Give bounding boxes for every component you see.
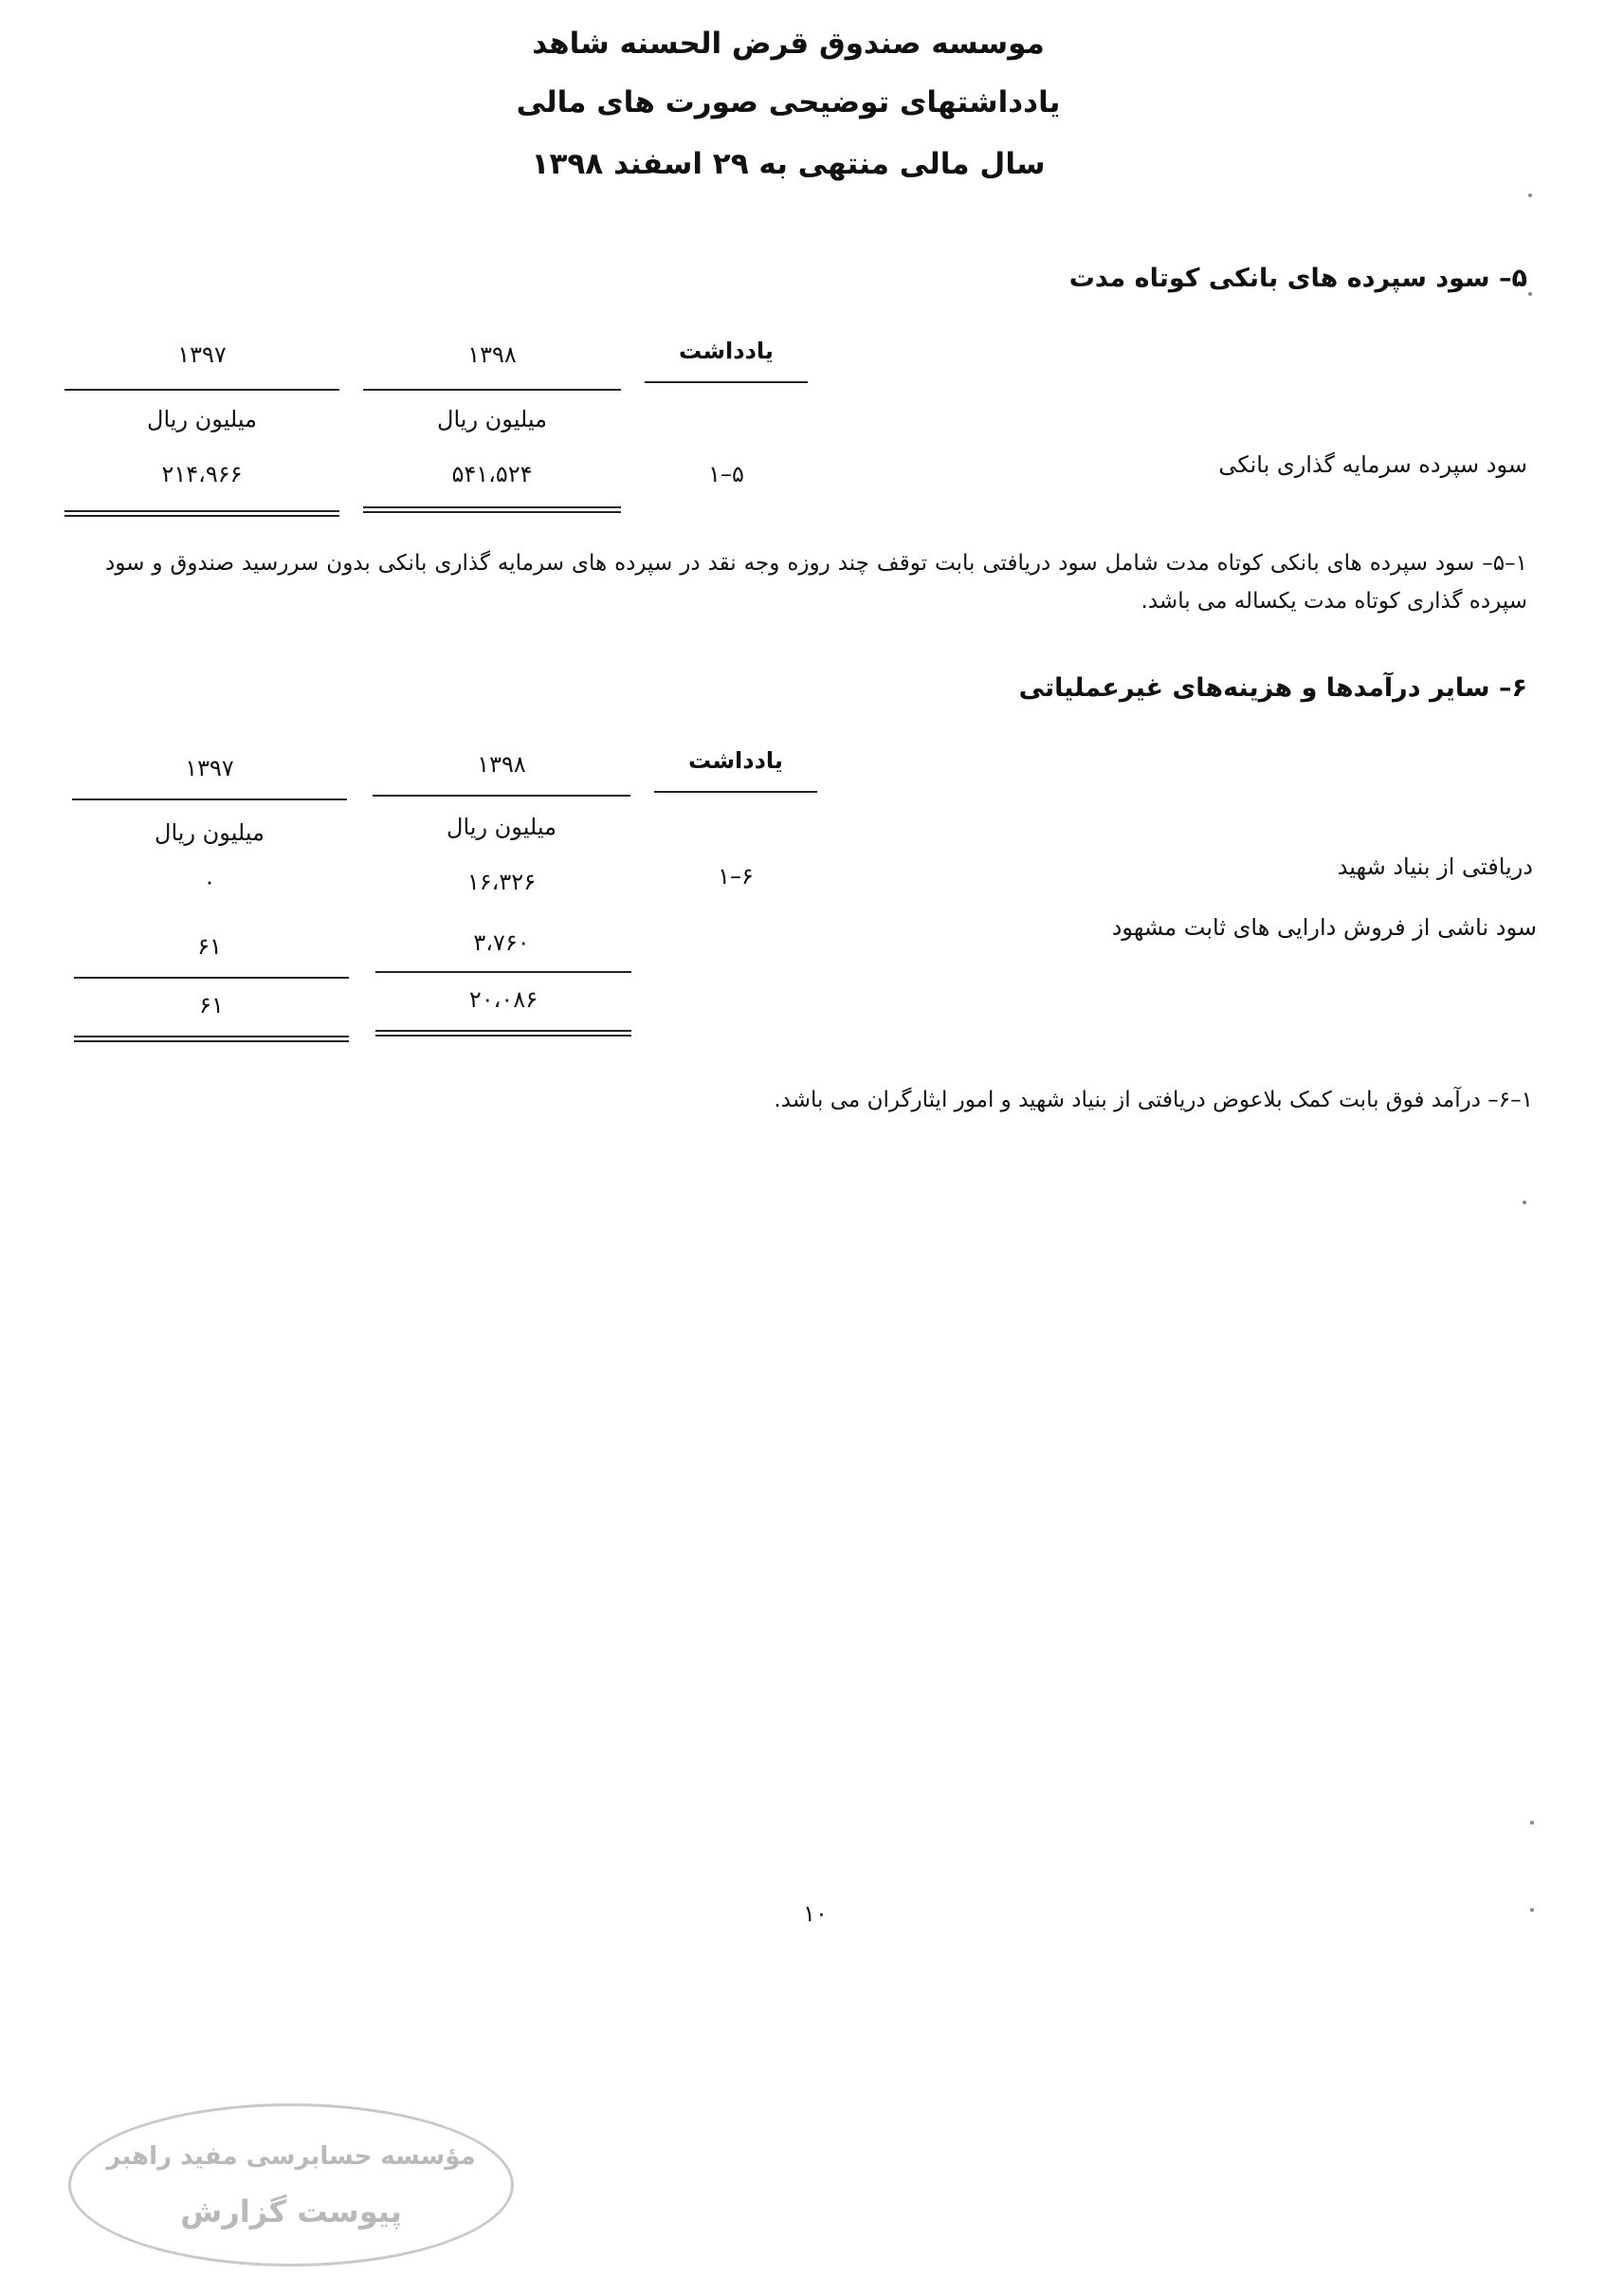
s6-1397-subtotal-rule [74,977,349,979]
scan-speck [1530,1908,1534,1912]
s5-row-1397: ۲۱۴،۹۶۶ [161,461,243,487]
s6-row-2-label: سود ناشی از فروش دارایی های ثابت مشهود [1111,914,1537,941]
s6-col-1397: ۱۳۹۷ [185,755,234,781]
s5-row-1398: ۵۴۱،۵۲۴ [451,461,533,487]
page-number: ۱۰ [803,1900,828,1927]
s6-1398-underline [373,795,630,797]
s6-unit-1397: میلیون ریال [155,819,265,846]
s5-1398-total-rule [363,506,621,513]
s6-total-1397: ۶۱ [199,992,224,1019]
s6-row-2-1397: ۶۱ [197,933,222,960]
s5-note-underline [645,381,808,383]
document-subtitle: یادداشتهای توضیحی صورت های مالی [516,85,1061,119]
s6-1397-total-rule [74,1036,349,1042]
s5-1397-underline [64,389,339,391]
section-5-heading: ۵– سود سپرده های بانکی کوتاه مدت [1068,264,1527,293]
s5-col-1397: ۱۳۹۷ [177,341,227,368]
s6-explanatory-note: ۱–۶– درآمد فوق بابت کمک بلاعوض دریافتی از بنیاد شهید و امور ایثارگران می باشد. [774,1088,1533,1112]
scan-speck [1528,292,1532,296]
stamp-label: پیوست گزارش [180,2193,402,2230]
s5-1397-total-rule [64,510,339,517]
stamp-firm-name: مؤسسه حسابرسی مفید راهبر [106,2142,476,2171]
auditor-stamp [68,2103,514,2266]
s5-row-note: ۵–۱ [708,461,744,487]
s6-1398-subtotal-rule [375,971,631,973]
s6-col-note: یادداشت [688,747,783,774]
s6-1397-underline [72,798,347,800]
s6-row-1-label: دریافتی از بنیاد شهید [1337,853,1533,880]
s6-note-underline [654,791,817,793]
s6-row-1-note: ۶–۱ [718,863,754,890]
fiscal-year-line: سال مالی منتهی به ۲۹ اسفند ۱۳۹۸ [531,147,1046,181]
s5-col-1398: ۱۳۹۸ [467,341,517,368]
scan-speck [1528,193,1532,197]
s5-row-label: سود سپرده سرمایه گذاری بانکی [1218,451,1527,478]
s6-1398-total-rule [375,1030,631,1037]
s6-total-1398: ۲۰،۰۸۶ [468,986,538,1013]
s6-unit-1398: میلیون ریال [447,814,557,840]
document-title: موسسه صندوق قرض الحسنه شاهد [532,27,1045,61]
s5-explanatory-note: ۱–۵– سود سپرده های بانکی کوتاه مدت شامل سود دریافتی بابت توقف چند روزه وجه نقد در سپرده های سرمایه گذاری بانکی بدون سررسید صندوق و سود سپرده گذاری کوتاه مدت یکساله می باشد. [105,551,1527,614]
section-6-heading: ۶– سایر درآمدها و هزینه‌های غیرعملیاتی [1018,673,1527,703]
s5-unit-1397: میلیون ریال [147,406,257,432]
s5-unit-1398: میلیون ریال [437,406,547,432]
s5-1398-underline [363,389,621,391]
s5-col-note: یادداشت [679,338,774,364]
scan-speck [1530,1821,1534,1825]
s6-row-2-1398: ۳،۷۶۰ [473,929,530,956]
s6-col-1398: ۱۳۹۸ [477,751,526,778]
scan-speck [1523,1201,1526,1204]
s6-row-1-1398: ۱۶،۳۲۶ [466,869,537,895]
s6-row-1-1397: ۰ [203,869,216,895]
